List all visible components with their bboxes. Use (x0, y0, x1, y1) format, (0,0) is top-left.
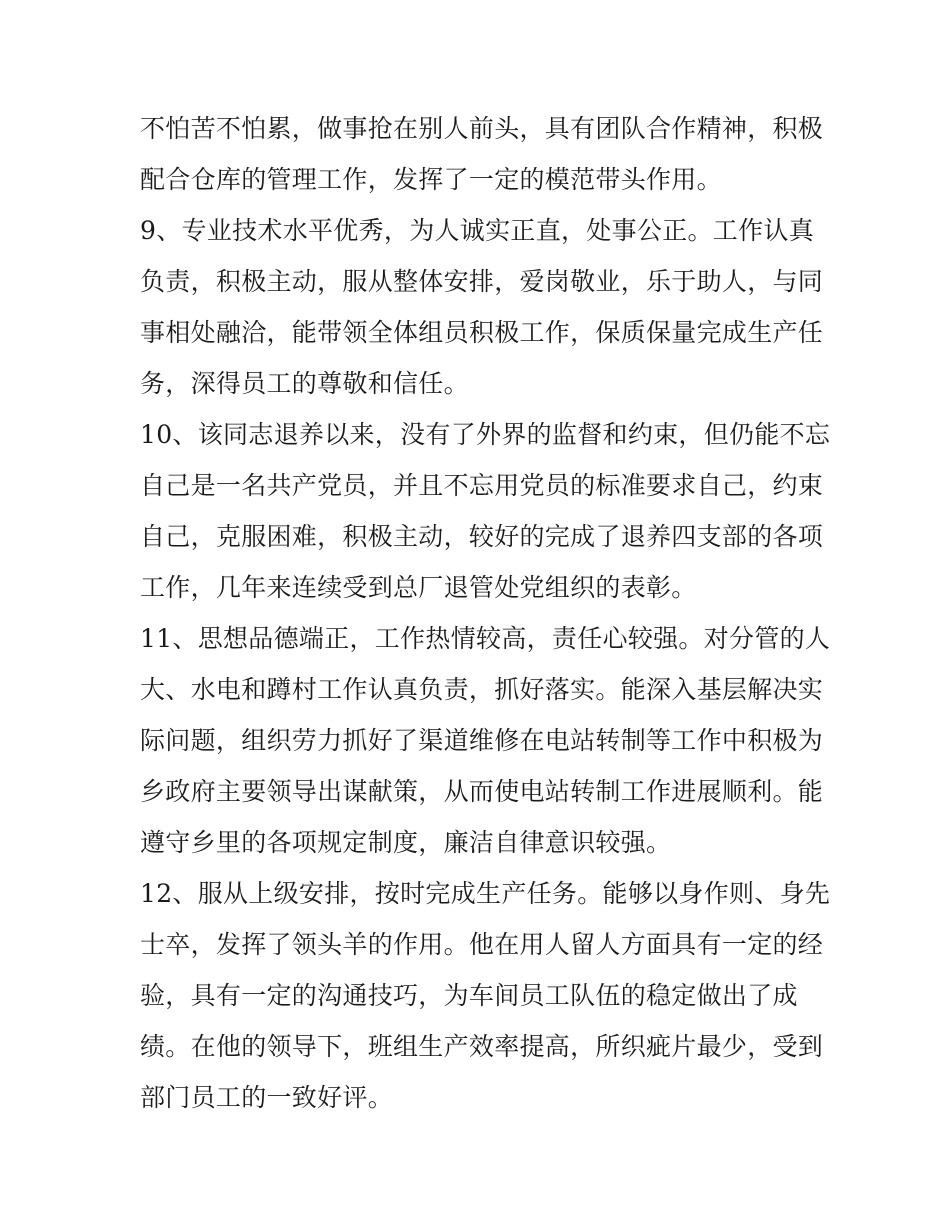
text-line: 部门员工的一致好评。 (140, 1083, 394, 1112)
text-line: 遵守乡里的各项规定制度，廉洁自律意识较强。 (140, 828, 672, 857)
text-line: 负责，积极主动，服从整体安排，爱岗敬业，乐于助人，与同 (140, 267, 824, 296)
text-line: 士卒，发挥了领头羊的作用。他在用人留人方面具有一定的经 (140, 930, 824, 959)
paragraph-item-11 (140, 613, 831, 868)
paragraph-continuation (140, 103, 824, 205)
paragraph-item-9 (140, 205, 824, 409)
text-line: 不怕苦不怕累，做事抢在别人前头，具有团队合作精神，积极 (140, 114, 824, 143)
text-line: 10、该同志退养以来，没有了外界的监督和约束，但仍能不忘 (140, 420, 831, 449)
text-line: 绩。在他的领导下，班组生产效率提高，所织疵片最少，受到 (140, 1032, 824, 1061)
text-line: 11、思想品德端正，工作热情较高，责任心较强。对分管的人 (140, 624, 831, 653)
paragraph-item-10 (140, 409, 831, 613)
text-line: 配合仓库的管理工作，发挥了一定的模范带头作用。 (140, 165, 722, 194)
paragraph-item-12 (140, 868, 831, 1123)
text-line: 12、服从上级安排，按时完成生产任务。能够以身作则、身先 (140, 879, 831, 908)
text-line: 大、水电和蹲村工作认真负责，抓好落实。能深入基层解决实 (140, 675, 824, 704)
text-line: 9、专业技术水平优秀，为人诚实正直，处事公正。工作认真 (140, 216, 815, 245)
text-line: 验，具有一定的沟通技巧，为车间员工队伍的稳定做出了成 (140, 981, 798, 1010)
text-line: 际问题，组织劳力抓好了渠道维修在电站转制等工作中积极为 (140, 726, 824, 755)
text-line: 自己，克服困难，积极主动，较好的完成了退养四支部的各项 (140, 522, 824, 551)
text-line: 工作，几年来连续受到总厂退管处党组织的表彰。 (140, 573, 697, 602)
document-body (140, 103, 831, 1123)
text-line: 自己是一名共产党员，并且不忘用党员的标准要求自己，约束 (140, 471, 824, 500)
text-line: 事相处融洽，能带领全体组员积极工作，保质保量完成生产任 (140, 318, 824, 347)
text-line: 务，深得员工的尊敬和信任。 (140, 369, 469, 398)
text-line: 乡政府主要领导出谋献策，从而使电站转制工作进展顺利。能 (140, 777, 824, 806)
